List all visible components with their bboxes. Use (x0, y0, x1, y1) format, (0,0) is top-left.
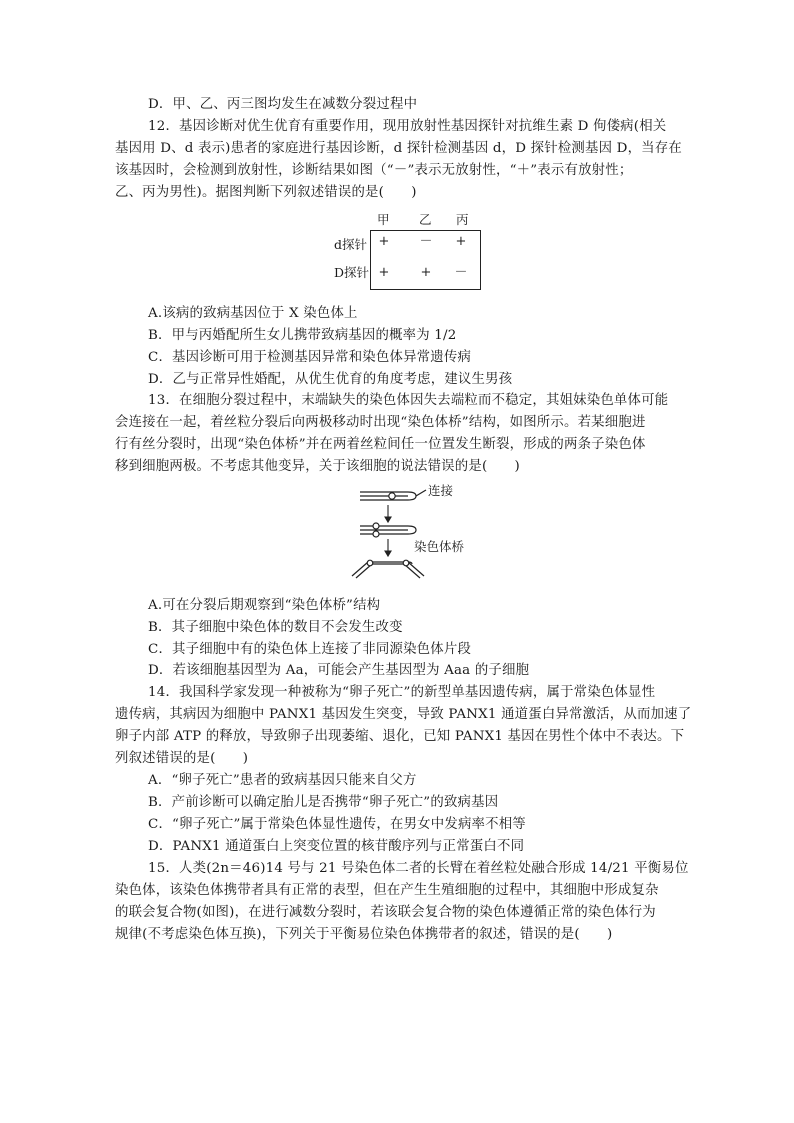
table-row-label: d探针 (334, 237, 368, 252)
q11-option-d: D．甲、乙、丙三图均发生在减数分裂过程中 (148, 97, 418, 112)
chromosome-bridge (352, 560, 424, 578)
chromosome-bridge-figure (350, 482, 500, 582)
q14-stem-line: 遗传病，其病因为细胞中 PANX1 基因发生突变，导致 PANX1 通道蛋白异常激活，从而加速了 (115, 707, 692, 722)
q14-stem-line: 14．我国科学家发现一种被称为“卵子死亡”的新型单基因遗传病，属于常染色体显性 (148, 685, 656, 700)
q12-option-c: C．基因诊断可用于检测基因异常和染色体异常遗传病 (148, 350, 472, 365)
q13-option-d: D．若该细胞基因型为 Aa，可能会产生基因型为 Aaa 的子细胞 (148, 663, 530, 678)
q12-stem-line: 该基因时，会检测到放射性，诊断结果如图（“－”表示无放射性，“＋”表示有放射性； (115, 163, 633, 178)
q14-option-a: A．“卵子死亡”患者的致病基因只能来自父方 (148, 773, 417, 788)
q15-stem-line: 染色体，该染色体携带者具有正常的表型，但在产生生殖细胞的过程中，其细胞中形成复杂 (115, 883, 659, 898)
q12-option-b: B．甲与丙婚配所生女儿携带致病基因的概率为 1/2 (148, 328, 457, 343)
label-joined: 连接 (428, 483, 454, 498)
table-col-header: 丙 (456, 212, 469, 227)
q15-stem-line: 15．人类(2n＝46)14 号与 21 号染色体二者的长臂在着丝粒处融合形成 14/21 平衡易位 (148, 861, 689, 876)
table-cell: － (454, 265, 468, 280)
table-col-header: 甲 (377, 212, 390, 227)
label-chromosome-bridge: 染色体桥 (414, 539, 465, 554)
q13-option-c: C．其子细胞中有的染色体上连接了非同源染色体片段 (148, 642, 472, 657)
q13-stem-line: 移到细胞两极。不考虑其他变异，关于该细胞的说法错误的是( ) (115, 459, 520, 474)
down-arrow-icon (385, 505, 391, 522)
q13-stem-line: 会连接在一起，着丝粒分裂后向两极移动时出现“染色体桥”结构，如图所示。若某细胞进 (115, 415, 646, 430)
table-col-header: 乙 (419, 212, 432, 227)
q12-option-a: A.该病的致病基因位于 X 染色体上 (148, 306, 358, 321)
joined-chromatids (360, 490, 426, 500)
q13-option-a: A.可在分裂后期观察到“染色体桥”结构 (148, 598, 381, 613)
chromosome-bridge-diagram (350, 482, 500, 586)
q15-stem-line: 的联会复合物(如图)，在进行减数分裂时，若该联会复合物的染色体遵循正常的染色体行为 (115, 905, 656, 920)
q14-option-c: C．“卵子死亡”属于常染色体显性遗传，在男女中发病率不相等 (148, 817, 526, 832)
table-cell: + (420, 265, 432, 280)
q13-option-b: B．其子细胞中染色体的数目不会发生改变 (148, 620, 403, 635)
q15-stem-line: 规律(不考虑染色体互换)，下列关于平衡易位染色体携带者的叙述，错误的是( ) (115, 927, 613, 942)
table-row-label: D探针 (334, 265, 370, 280)
q14-option-d: D．PANX1 通道蛋白上突变位置的核苷酸序列与正常蛋白不同 (148, 839, 525, 854)
q14-option-b: B．产前诊断可以确定胎儿是否携带“卵子死亡”的致病基因 (148, 795, 499, 810)
q14-stem-line: 卵子内部 ATP 的释放，导致卵子出现萎缩、退化，已知 PANX1 基因在男性个体中不表达。下 (115, 729, 685, 744)
q14-stem-line: 列叙述错误的是( ) (115, 751, 249, 766)
q13-stem-line: 13．在细胞分裂过程中，末端缺失的染色体因失去端粒而不稳定，其姐妹染色单体可能 (148, 393, 669, 408)
separating-chromatids (360, 523, 416, 537)
q13-stem-line: 行有丝分裂时，出现“染色体桥”并在两着丝粒间任一位置发生断裂，形成的两条子染色体 (115, 437, 646, 452)
table-cell: － (419, 234, 433, 249)
q12-stem-line: 基因用 D、d 表示)患者的家庭进行基因诊断，d 探针检测基因 d，D 探针检测基因 D，当存在 (115, 141, 682, 156)
q12-stem-line: 乙、丙为男性)。据图判断下列叙述错误的是( ) (115, 185, 417, 200)
table-cell: + (378, 234, 390, 249)
table-cell: + (378, 265, 390, 280)
q12-option-d: D．乙与正常异性婚配，从优生优育的角度考虑，建议生男孩 (148, 372, 513, 387)
q12-stem-line: 12．基因诊断对优生优育有重要作用，现用放射性基因探针对抗维生素 D 佝偻病(相关 (148, 119, 667, 134)
table-cell: + (455, 234, 467, 249)
down-arrow-icon (385, 539, 391, 556)
